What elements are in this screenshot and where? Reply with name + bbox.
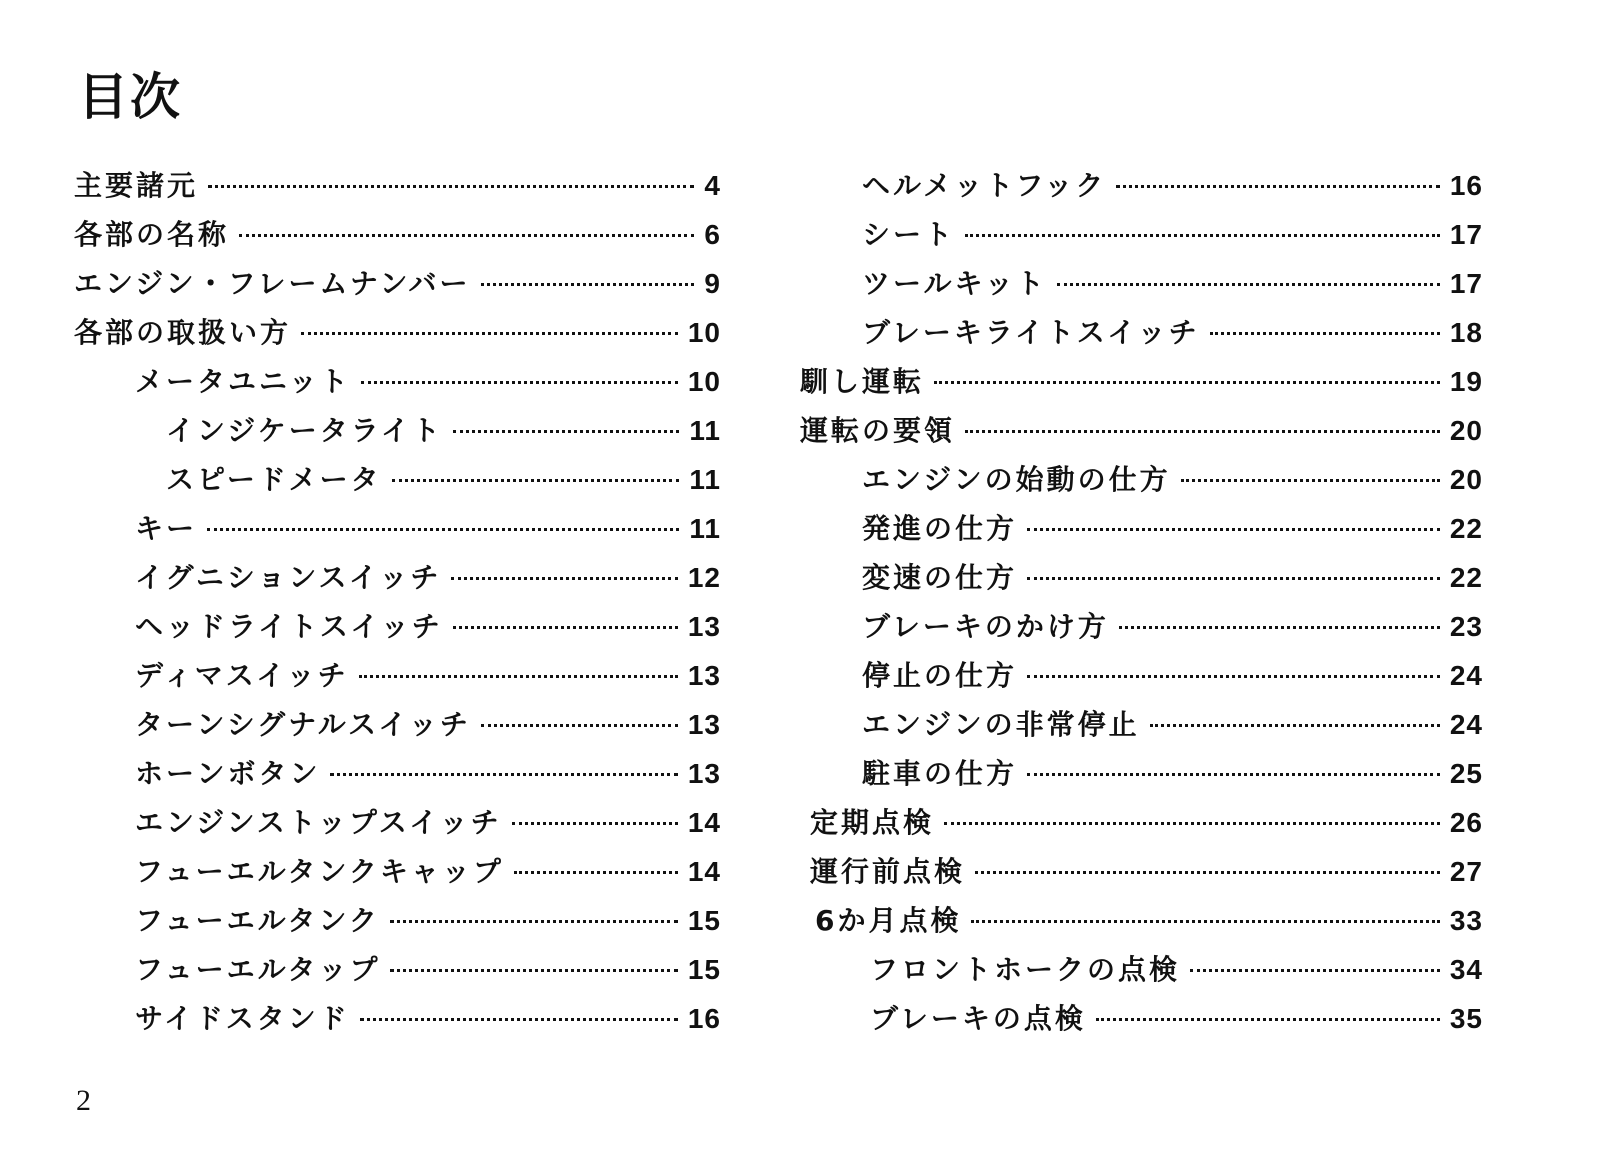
toc-leader-dots [361, 381, 678, 384]
toc-entry-label: フューエルタップ [135, 953, 381, 986]
toc-leader-dots [359, 675, 678, 678]
toc-entry[interactable] [166, 409, 721, 449]
toc-leader-dots [207, 528, 679, 531]
toc-leader-dots [451, 577, 677, 580]
toc-entry-page: 13 [687, 611, 721, 642]
toc-entry-page: 16 [1449, 170, 1483, 201]
toc-entry[interactable] [74, 213, 721, 253]
toc-entry-label: イグニションスイッチ [135, 561, 442, 594]
toc-entry-page: 11 [689, 415, 721, 446]
toc-entry-label: スピードメータ [166, 463, 382, 496]
toc-entry[interactable] [135, 507, 721, 547]
toc-leader-dots [481, 724, 678, 727]
toc-entry[interactable] [862, 458, 1483, 498]
toc-entry[interactable] [810, 801, 1483, 841]
toc-entry[interactable] [135, 801, 721, 841]
toc-leader-dots [1096, 1018, 1440, 1021]
toc-entry-page: 27 [1449, 856, 1483, 887]
page-number: 2 [76, 1084, 91, 1117]
toc-leader-dots [971, 920, 1439, 923]
toc-entry[interactable] [862, 752, 1483, 792]
toc-entry-page: 14 [687, 807, 721, 838]
toc-leader-dots [330, 773, 677, 776]
toc-entry-label: 各部の取扱い方 [74, 316, 292, 349]
toc-entry-page: 33 [1449, 905, 1483, 936]
toc-leader-dots [975, 871, 1440, 874]
toc-entry-page: 20 [1449, 415, 1483, 446]
toc-leader-dots [1027, 577, 1440, 580]
toc-entry-label: 各部の名称 [74, 218, 230, 251]
toc-leader-dots [1150, 724, 1440, 727]
toc-entry[interactable] [135, 605, 721, 645]
toc-leader-dots [944, 822, 1440, 825]
toc-entry[interactable] [135, 850, 721, 890]
toc-entry-page: 24 [1449, 660, 1483, 691]
toc-entry[interactable] [800, 409, 1483, 449]
toc-leader-dots [208, 185, 694, 188]
toc-leader-dots [1116, 185, 1439, 188]
toc-entry-page: 35 [1449, 1003, 1483, 1034]
toc-entry[interactable] [862, 262, 1483, 302]
toc-leader-dots [1119, 626, 1440, 629]
toc-entry[interactable] [135, 948, 721, 988]
toc-entry[interactable] [166, 458, 721, 498]
toc-entry-page: 11 [689, 464, 721, 495]
toc-entry[interactable] [135, 997, 721, 1037]
toc-entry-page: 22 [1449, 562, 1483, 593]
toc-leader-dots [934, 381, 1440, 384]
toc-entry[interactable] [800, 360, 1483, 400]
toc-entry-label: エンジンの非常停止 [862, 708, 1140, 741]
toc-entry[interactable] [862, 164, 1483, 204]
toc-entry[interactable] [135, 703, 721, 743]
toc-entry[interactable] [862, 213, 1483, 253]
toc-entry[interactable] [862, 556, 1483, 596]
toc-leader-dots [1027, 773, 1440, 776]
toc-entry-page: 24 [1449, 709, 1483, 740]
toc-entry[interactable] [862, 507, 1483, 547]
toc-leader-dots [453, 626, 678, 629]
toc-entry-label: 変速の仕方 [862, 561, 1018, 594]
toc-entry-page: 34 [1449, 954, 1483, 985]
toc-entry-label: ターンシグナルスイッチ [135, 708, 471, 741]
toc-entry[interactable] [135, 556, 721, 596]
toc-entry-label: エンジン・フレームナンバー [74, 267, 471, 300]
toc-leader-dots [965, 430, 1440, 433]
toc-entry-label: 発進の仕方 [862, 512, 1018, 545]
toc-entry-page: 20 [1449, 464, 1483, 495]
page-title: 目次 [78, 68, 182, 126]
toc-entry-label: ツールキット [862, 267, 1047, 300]
toc-entry[interactable] [870, 997, 1483, 1037]
toc-entry-label: 運転の要領 [800, 414, 956, 447]
toc-entry-label: ヘルメットフック [862, 169, 1107, 202]
toc-entry-page: 18 [1449, 317, 1483, 348]
toc-entry-label: 運行前点検 [810, 855, 966, 888]
toc-entry-page: 19 [1449, 366, 1483, 397]
toc-leader-dots [301, 332, 678, 335]
toc-entry-label: 主要諸元 [74, 169, 199, 202]
toc-entry-page: 16 [687, 1003, 721, 1034]
toc-entry-label: メータユニット [135, 365, 351, 398]
toc-entry[interactable] [74, 262, 721, 302]
toc-entry-label: フューエルタンク [135, 904, 380, 937]
toc-entry-label: 馴し運転 [800, 365, 925, 398]
toc-leader-dots [239, 234, 694, 237]
toc-leader-dots [514, 871, 678, 874]
toc-entry[interactable] [815, 899, 1483, 939]
toc-entry-page: 10 [687, 366, 721, 397]
toc-entry-label: フロントホークの点検 [870, 953, 1181, 986]
toc-leader-dots [512, 822, 678, 825]
toc-entry-label: ホーンボタン [135, 757, 321, 790]
toc-entry-page: 9 [704, 268, 721, 299]
toc-leader-dots [965, 234, 1440, 237]
toc-entry-label: キー [135, 512, 198, 545]
toc-entry[interactable] [135, 360, 721, 400]
toc-entry-label: 定期点検 [810, 806, 935, 839]
toc-entry[interactable] [862, 703, 1483, 743]
toc-entry-page: 15 [687, 954, 721, 985]
toc-entry-page: 12 [687, 562, 721, 593]
toc-entry[interactable] [862, 605, 1483, 645]
toc-entry-page: 11 [689, 513, 721, 544]
toc-leader-dots [1057, 283, 1440, 286]
toc-leader-dots [1181, 479, 1440, 482]
toc-entry-page: 13 [687, 758, 721, 789]
toc-entry-label: ディマスイッチ [135, 659, 349, 692]
toc-entry[interactable] [862, 654, 1483, 694]
toc-entry-label: ブレーキライトスイッチ [862, 316, 1200, 349]
toc-leader-dots [1210, 332, 1440, 335]
toc-entry[interactable] [810, 850, 1483, 890]
toc-entry[interactable] [135, 654, 721, 694]
toc-entry[interactable] [135, 899, 721, 939]
toc-entry-page: 10 [687, 317, 721, 348]
toc-entry[interactable] [74, 311, 721, 351]
toc-entry-label: 6か月点検 [815, 904, 962, 937]
toc-entry-page: 13 [687, 709, 721, 740]
toc-entry-label: インジケータライト [166, 414, 443, 447]
toc-entry-page: 4 [704, 170, 721, 201]
toc-entry-label: サイドスタンド [135, 1002, 350, 1035]
toc-entry-label: エンジンの始動の仕方 [862, 463, 1171, 496]
toc-entry-page: 14 [687, 856, 721, 887]
toc-entry-page: 23 [1449, 611, 1483, 642]
toc-entry[interactable] [135, 752, 721, 792]
toc-entry-label: ブレーキの点検 [870, 1002, 1086, 1035]
toc-leader-dots [1027, 675, 1440, 678]
toc-leader-dots [390, 920, 678, 923]
toc-leader-dots [453, 430, 679, 433]
toc-entry-page: 17 [1449, 268, 1483, 299]
toc-entry[interactable] [74, 164, 721, 204]
toc-entry-label: シート [862, 218, 956, 251]
toc-entry-label: 駐車の仕方 [862, 757, 1018, 790]
toc-leader-dots [1190, 969, 1440, 972]
toc-entry-page: 25 [1449, 758, 1483, 789]
toc-entry-page: 22 [1449, 513, 1483, 544]
toc-leader-dots [390, 969, 677, 972]
toc-entry-page: 13 [687, 660, 721, 691]
toc-entry-label: 停止の仕方 [862, 659, 1018, 692]
toc-entry-page: 6 [704, 219, 721, 250]
toc-entry-page: 17 [1449, 219, 1483, 250]
toc-entry-label: ヘッドライトスイッチ [135, 610, 443, 643]
toc-entry-page: 26 [1449, 807, 1483, 838]
toc-entry-label: エンジンストップスイッチ [135, 806, 502, 839]
toc-entry-page: 15 [687, 905, 721, 936]
toc-entry[interactable] [870, 948, 1483, 988]
toc-leader-dots [392, 479, 680, 482]
toc-leader-dots [1027, 528, 1440, 531]
toc-leader-dots [481, 283, 695, 286]
toc-entry-label: フューエルタンクキャップ [135, 855, 504, 888]
toc-entry[interactable] [862, 311, 1483, 351]
toc-entry-label: ブレーキのかけ方 [862, 610, 1109, 643]
toc-leader-dots [360, 1018, 678, 1021]
